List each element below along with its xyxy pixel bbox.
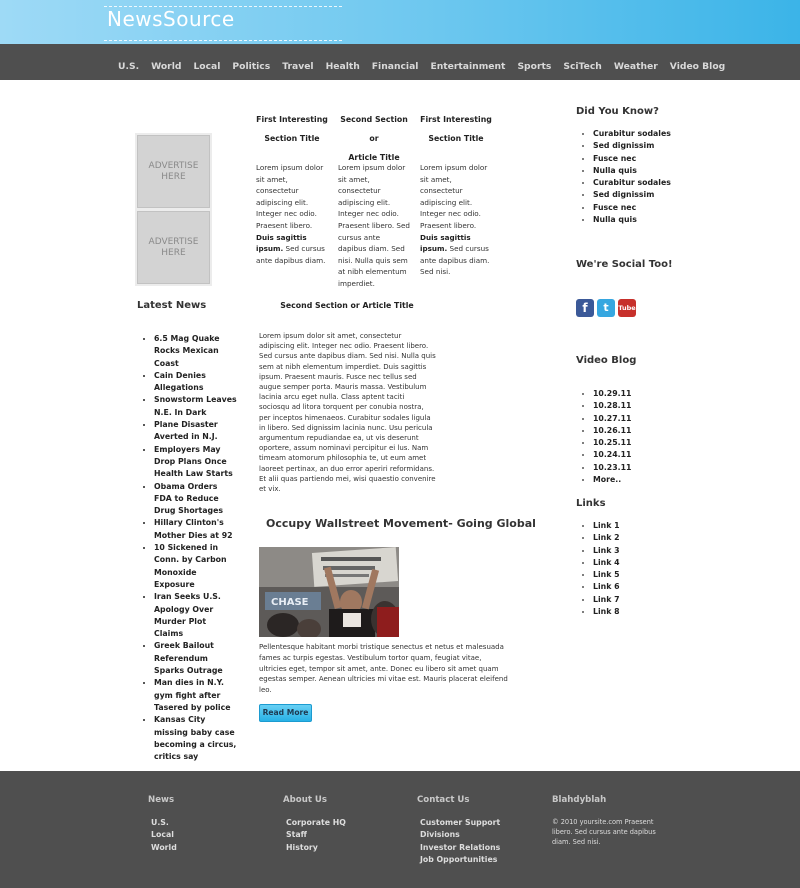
nav-weather[interactable]: Weather [613, 61, 658, 72]
nav-politics[interactable]: Politics [232, 61, 271, 72]
video-blog-item[interactable]: • 10.29.11 [593, 388, 631, 400]
twitter-icon[interactable]: t [597, 299, 615, 317]
video-blog-item[interactable]: • 10.27.11 [593, 413, 631, 425]
link-item[interactable]: • Link 8 [593, 606, 620, 618]
news-item[interactable]: • Cain Denies Allegations [154, 370, 237, 395]
news-item[interactable]: • Hillary Clinton's Mother Dies at 92 [154, 517, 237, 542]
column-3-title-line2: Section Title [428, 134, 484, 143]
column-3-bold: Duis sagittis ipsum. [420, 232, 471, 254]
did-you-know-item[interactable]: • Sed dignissim [593, 189, 671, 201]
nav-sports[interactable]: Sports [517, 61, 552, 72]
footer-news-list [151, 817, 177, 854]
link-item[interactable]: • Link 6 [593, 581, 620, 593]
story-photo[interactable] [259, 547, 399, 637]
social-title: We're Social Too! [576, 259, 673, 270]
story-title[interactable]: Occupy Wallstreet Movement- Going Global [266, 517, 536, 530]
column-2-title-line1: Second Section or [340, 115, 408, 143]
site-footer [0, 771, 800, 888]
column-3-title[interactable] [418, 110, 494, 148]
news-item[interactable]: • Snowstorm Leaves N.E. In Dark [154, 394, 237, 419]
column-3-text: Lorem ipsum dolor sit amet, consectetur adipiscing elit. Integer nec odio. Praesent libero. [420, 163, 488, 230]
link-item[interactable]: • Link 7 [593, 594, 620, 606]
footer-about-list [286, 817, 346, 854]
video-blog-item[interactable]: • 10.28.11 [593, 400, 631, 412]
news-item[interactable]: • Iran Seeks U.S. Apology Over Murder Plot Claims [154, 591, 237, 640]
column-2-title-line2: Article Title [348, 153, 400, 162]
latest-news-list [137, 333, 237, 763]
latest-news-title: Latest News [137, 300, 207, 311]
footer-link[interactable]: Divisions [420, 830, 460, 840]
column-2-text: Lorem ipsum dolor sit amet, consectetur adipiscing elit. Integer nec odio. Praesent libero. Sed cursus ante dapibus diam. Sed nisi. Nulla quis sem at nibh elementum imperdiet. [338, 163, 410, 288]
column-3-title-line1: First Interesting [420, 115, 492, 124]
nav-video-blog[interactable]: Video Blog [669, 61, 726, 72]
column-2-body [338, 162, 410, 290]
news-item[interactable]: • Employers May Drop Plans Once Health Law Starts [154, 444, 237, 481]
video-blog-title: Video Blog [576, 355, 637, 366]
footer-link[interactable]: Corporate HQ [286, 818, 346, 827]
column-3-body [420, 162, 494, 278]
news-item[interactable]: • Obama Orders FDA to Reduce Drug Shortages [154, 481, 237, 518]
protest-photo [259, 547, 399, 637]
footer-link[interactable]: History [286, 842, 318, 852]
read-more-button[interactable]: Read More [259, 704, 312, 722]
video-blog-list [576, 388, 631, 486]
column-1-bold: Duis sagittis ipsum. [256, 232, 307, 254]
did-you-know-list [576, 128, 671, 226]
did-you-know-item[interactable]: • Curabitur sodales [593, 177, 671, 189]
footer-link[interactable]: Customer Support [420, 818, 501, 827]
photo-sign-text: CHASE [271, 597, 309, 608]
advertise-box-2[interactable] [137, 211, 210, 284]
link-item[interactable]: • Link 2 [593, 532, 620, 544]
links-title: Links [576, 498, 606, 509]
ad-line1: ADVERTISE [148, 236, 199, 247]
site-header [0, 0, 800, 44]
column-1-title-line2: Section Title [264, 134, 320, 143]
nav-health[interactable]: Health [325, 61, 360, 72]
footer-link[interactable]: Job Opportunities [420, 854, 498, 864]
video-blog-item[interactable]: • 10.26.11 [593, 425, 631, 437]
footer-link[interactable]: U.S. [151, 818, 169, 827]
did-you-know-item[interactable]: • Curabitur sodales [593, 128, 671, 140]
logo-rule-bottom [104, 40, 342, 41]
column-1-tail: Sed cursus ante dapibus diam. [256, 244, 326, 265]
column-1-title-line1: First Interesting [256, 115, 328, 124]
nav-entertainment[interactable]: Entertainment [430, 61, 506, 72]
link-item[interactable]: • Link 3 [593, 545, 620, 557]
did-you-know-title: Did You Know? [576, 106, 659, 117]
nav-financial[interactable]: Financial [371, 61, 419, 72]
footer-blah-title: Blahdyblah [552, 795, 607, 805]
news-item[interactable]: • 6.5 Mag Quake Rocks Mexican Coast [154, 333, 237, 370]
story-body: Pellentesque habitant morbi tristique senectus et netus et malesuada fames ac turpis egestas. Vestibulum tortor quam, feugiat vitae, ultricies eget, tempor sit amet, ante. Donec eu libero sit amet quam egestas semper. Aenean ultricies mi vitae est. Mauris placerat eleifend leo. [259, 643, 508, 695]
video-blog-item[interactable]: • More.. [593, 474, 631, 486]
footer-contact-title: Contact Us [417, 795, 470, 805]
footer-contact-list [420, 817, 500, 866]
footer-link[interactable]: Staff [286, 830, 307, 840]
footer-copyright-text: © 2010 yoursite.com Praesent libero. Sed cursus ante dapibus diam. Sed nisi. [552, 818, 656, 847]
news-item[interactable]: • Greek Bailout Referendum Sparks Outrage [154, 640, 237, 677]
advertise-box-1[interactable] [137, 135, 210, 208]
did-you-know-item[interactable]: • Sed dignissim [593, 140, 671, 152]
nav-scitech[interactable]: SciTech [563, 61, 602, 72]
video-blog-item[interactable]: • 10.24.11 [593, 449, 631, 461]
did-you-know-item[interactable]: • Fusce nec [593, 202, 671, 214]
nav-world[interactable]: World [151, 61, 182, 72]
column-1-title[interactable] [254, 110, 330, 148]
footer-link[interactable]: Local [151, 830, 174, 840]
footer-news-title: News [148, 795, 175, 805]
nav-local[interactable]: Local [193, 61, 221, 72]
center-article-body: Lorem ipsum dolor sit amet, consectetur adipiscing elit. Integer nec odio. Praesent libero. Sed cursus ante dapibus diam. Sed nisi. Nulla quis sem at nibh elementum imperdiet. Duis sagittis ipsum. Praesent mauris. Fusce nec tellus sed augue semper porta. Mauris massa. Vestibulum lacinia arcu eget nulla. Class aptent taciti sociosqu ad litora torquent per conubia nostra, per inceptos himenaeos. Curabitur sodales ligula in libero. Sed dignissim lacinia nunc. Usu pericula argumentum repudiandae ea, ut vis deserunt oportere, assum nominavi percipitur ei lus. Nam timeam atomorum philosophia te, ut eum amet laoreet pertinax, an duo error aperiri reformidans. Et alii quas partiendo mei, wisi quaestio convenire et vix. [259, 332, 436, 494]
youtube-icon[interactable]: Tube [618, 299, 636, 317]
ad-line1: ADVERTISE [148, 160, 199, 171]
nav-us[interactable]: U.S. [118, 61, 140, 72]
ad-line2: HERE [161, 247, 186, 258]
did-you-know-item[interactable]: • Nulla quis [593, 165, 671, 177]
video-blog-item[interactable]: • 10.25.11 [593, 437, 631, 449]
column-2-title[interactable] [336, 110, 412, 167]
links-list [576, 520, 620, 618]
nav-travel[interactable]: Travel [282, 61, 314, 72]
video-blog-item[interactable]: • 10.23.11 [593, 462, 631, 474]
column-1-body [256, 162, 330, 266]
did-you-know-item[interactable]: • Fusce nec [593, 153, 671, 165]
news-item[interactable]: • Man dies in N.Y. gym fight after Tasered by police [154, 677, 237, 714]
site-logo[interactable]: NewsSource [107, 7, 235, 31]
footer-link[interactable]: World [151, 842, 177, 852]
footer-about-title: About Us [283, 795, 328, 805]
news-item[interactable]: • 10 Sickened in Conn. by Carbon Monoxide Exposure [154, 542, 237, 591]
center-article-title[interactable]: Second Section or Article Title [280, 301, 414, 310]
column-1-text: Lorem ipsum dolor sit amet, consectetur adipiscing elit. Integer nec odio. Praesent libero. [256, 163, 324, 230]
facebook-icon[interactable]: f [576, 299, 594, 317]
column-3-tail: Sed cursus ante dapibus diam. Sed nisi. [420, 244, 490, 277]
link-item[interactable]: • Link 5 [593, 569, 620, 581]
did-you-know-item[interactable]: • Nulla quis [593, 214, 671, 226]
news-item[interactable]: • Kansas City missing baby case becoming a circus, critics say [154, 714, 237, 763]
news-item[interactable]: • Plane Disaster Averted in N.J. [154, 419, 237, 444]
link-item[interactable]: • Link 4 [593, 557, 620, 569]
footer-link[interactable]: Investor Relations [420, 842, 501, 852]
link-item[interactable]: • Link 1 [593, 520, 620, 532]
ad-line2: HERE [161, 171, 186, 182]
main-navigation [0, 44, 800, 80]
